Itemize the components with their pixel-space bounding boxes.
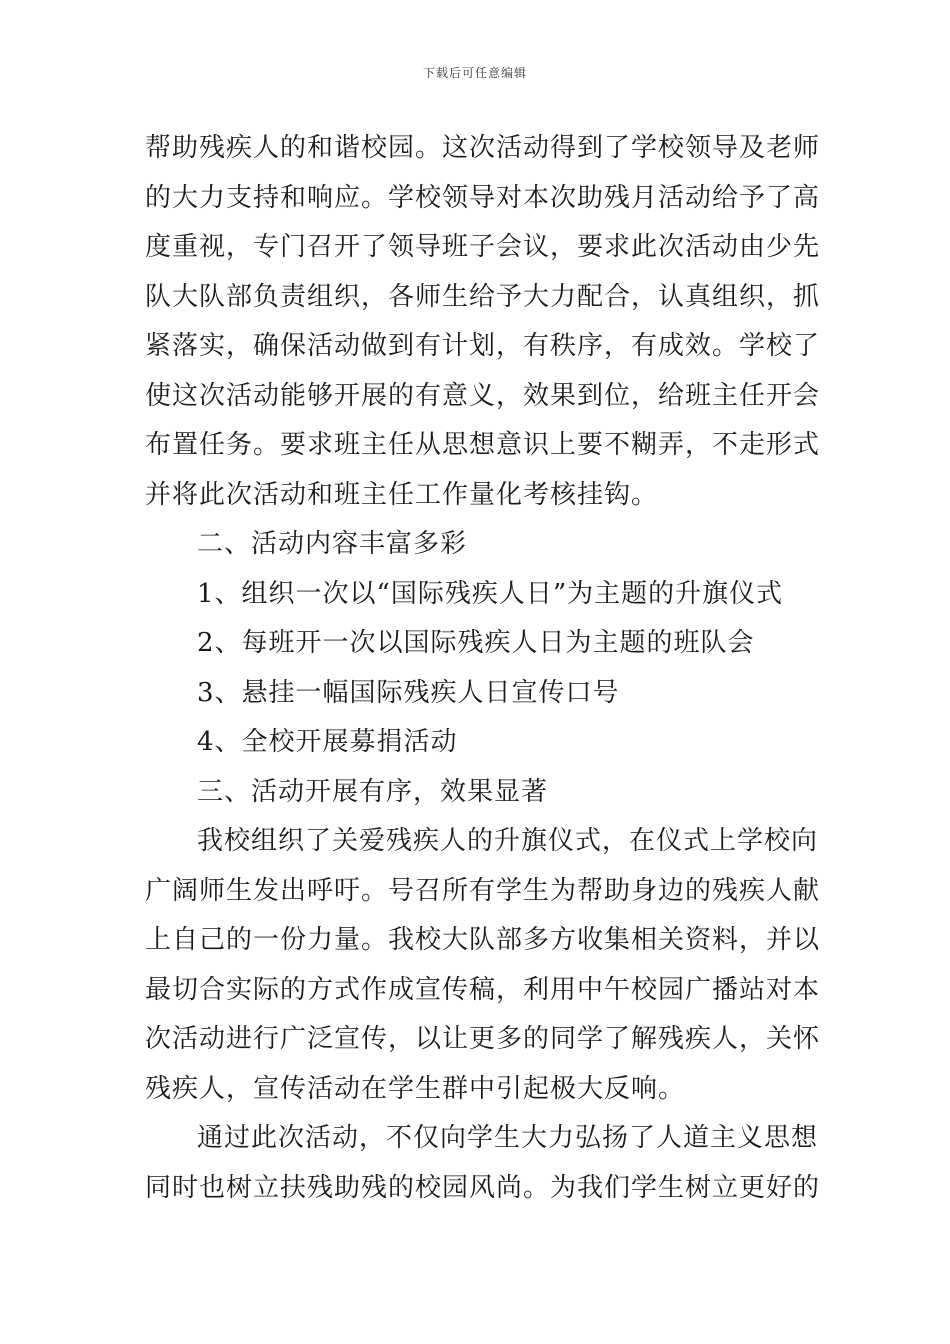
page-header: 下载后可任意编辑: [422, 66, 527, 80]
text-line: 紧落实，确保活动做到有计划，有秩序，有成效。学校了: [145, 331, 821, 361]
text-line: 广阔师生发出呼吁。号召所有学生为帮助身边的残疾人献: [145, 875, 821, 906]
text-line: 队大队部负责组织，各师生给予大力配合，认真组织，抓: [145, 281, 821, 312]
section-heading: 二、活动内容丰富多彩: [197, 529, 468, 559]
document-body: [145, 124, 825, 1213]
list-item: 2、每班开一次以国际残疾人日为主题的班队会: [197, 628, 755, 658]
paragraph-start: 我校组织了关爱残疾人的升旗仪式，在仪式上学校向: [197, 826, 819, 856]
section-heading: 三、活动开展有序，效果显著: [197, 776, 549, 807]
list-item: 1、组织一次以“国际残疾人日”为主题的升旗仪式: [197, 578, 784, 609]
text-line: 同时也树立扶残助残的校园风尚。为我们学生树立更好的: [145, 1172, 821, 1203]
text-line: 上自己的一份力量。我校大队部多方收集相关资料，并以: [145, 925, 821, 955]
text-line: 残疾人，宣传活动在学生群中引起极大反响。: [145, 1073, 686, 1104]
text-line: 并将此次活动和班主任工作量化考核挂钩。: [145, 479, 659, 510]
text-line: 度重视，专门召开了领导班子会议，要求此次活动由少先: [145, 232, 821, 262]
text-line: 次活动进行广泛宣传，以让更多的同学了解残疾人，关怀: [145, 1024, 821, 1054]
text-line: 的大力支持和响应。学校领导对本次助残月活动给予了高: [145, 182, 821, 213]
text-line: 使这次活动能够开展的有意义，效果到位，给班主任开会: [145, 380, 821, 411]
list-item: 4、全校开展募捐活动: [197, 727, 458, 757]
text-line: 布置任务。要求班主任从思想意识上要不糊弄，不走形式: [145, 430, 821, 460]
paragraph-start: 通过此次活动，不仅向学生大力弘扬了人道主义思想: [197, 1123, 819, 1153]
text-line: 帮助残疾人的和谐校园。这次活动得到了学校领导及老师: [145, 133, 821, 163]
list-item: 3、悬挂一幅国际残疾人日宣传口号: [197, 677, 620, 708]
text-line: 最切合实际的方式作成宣传稿，利用中午校园广播站对本: [145, 974, 821, 1005]
